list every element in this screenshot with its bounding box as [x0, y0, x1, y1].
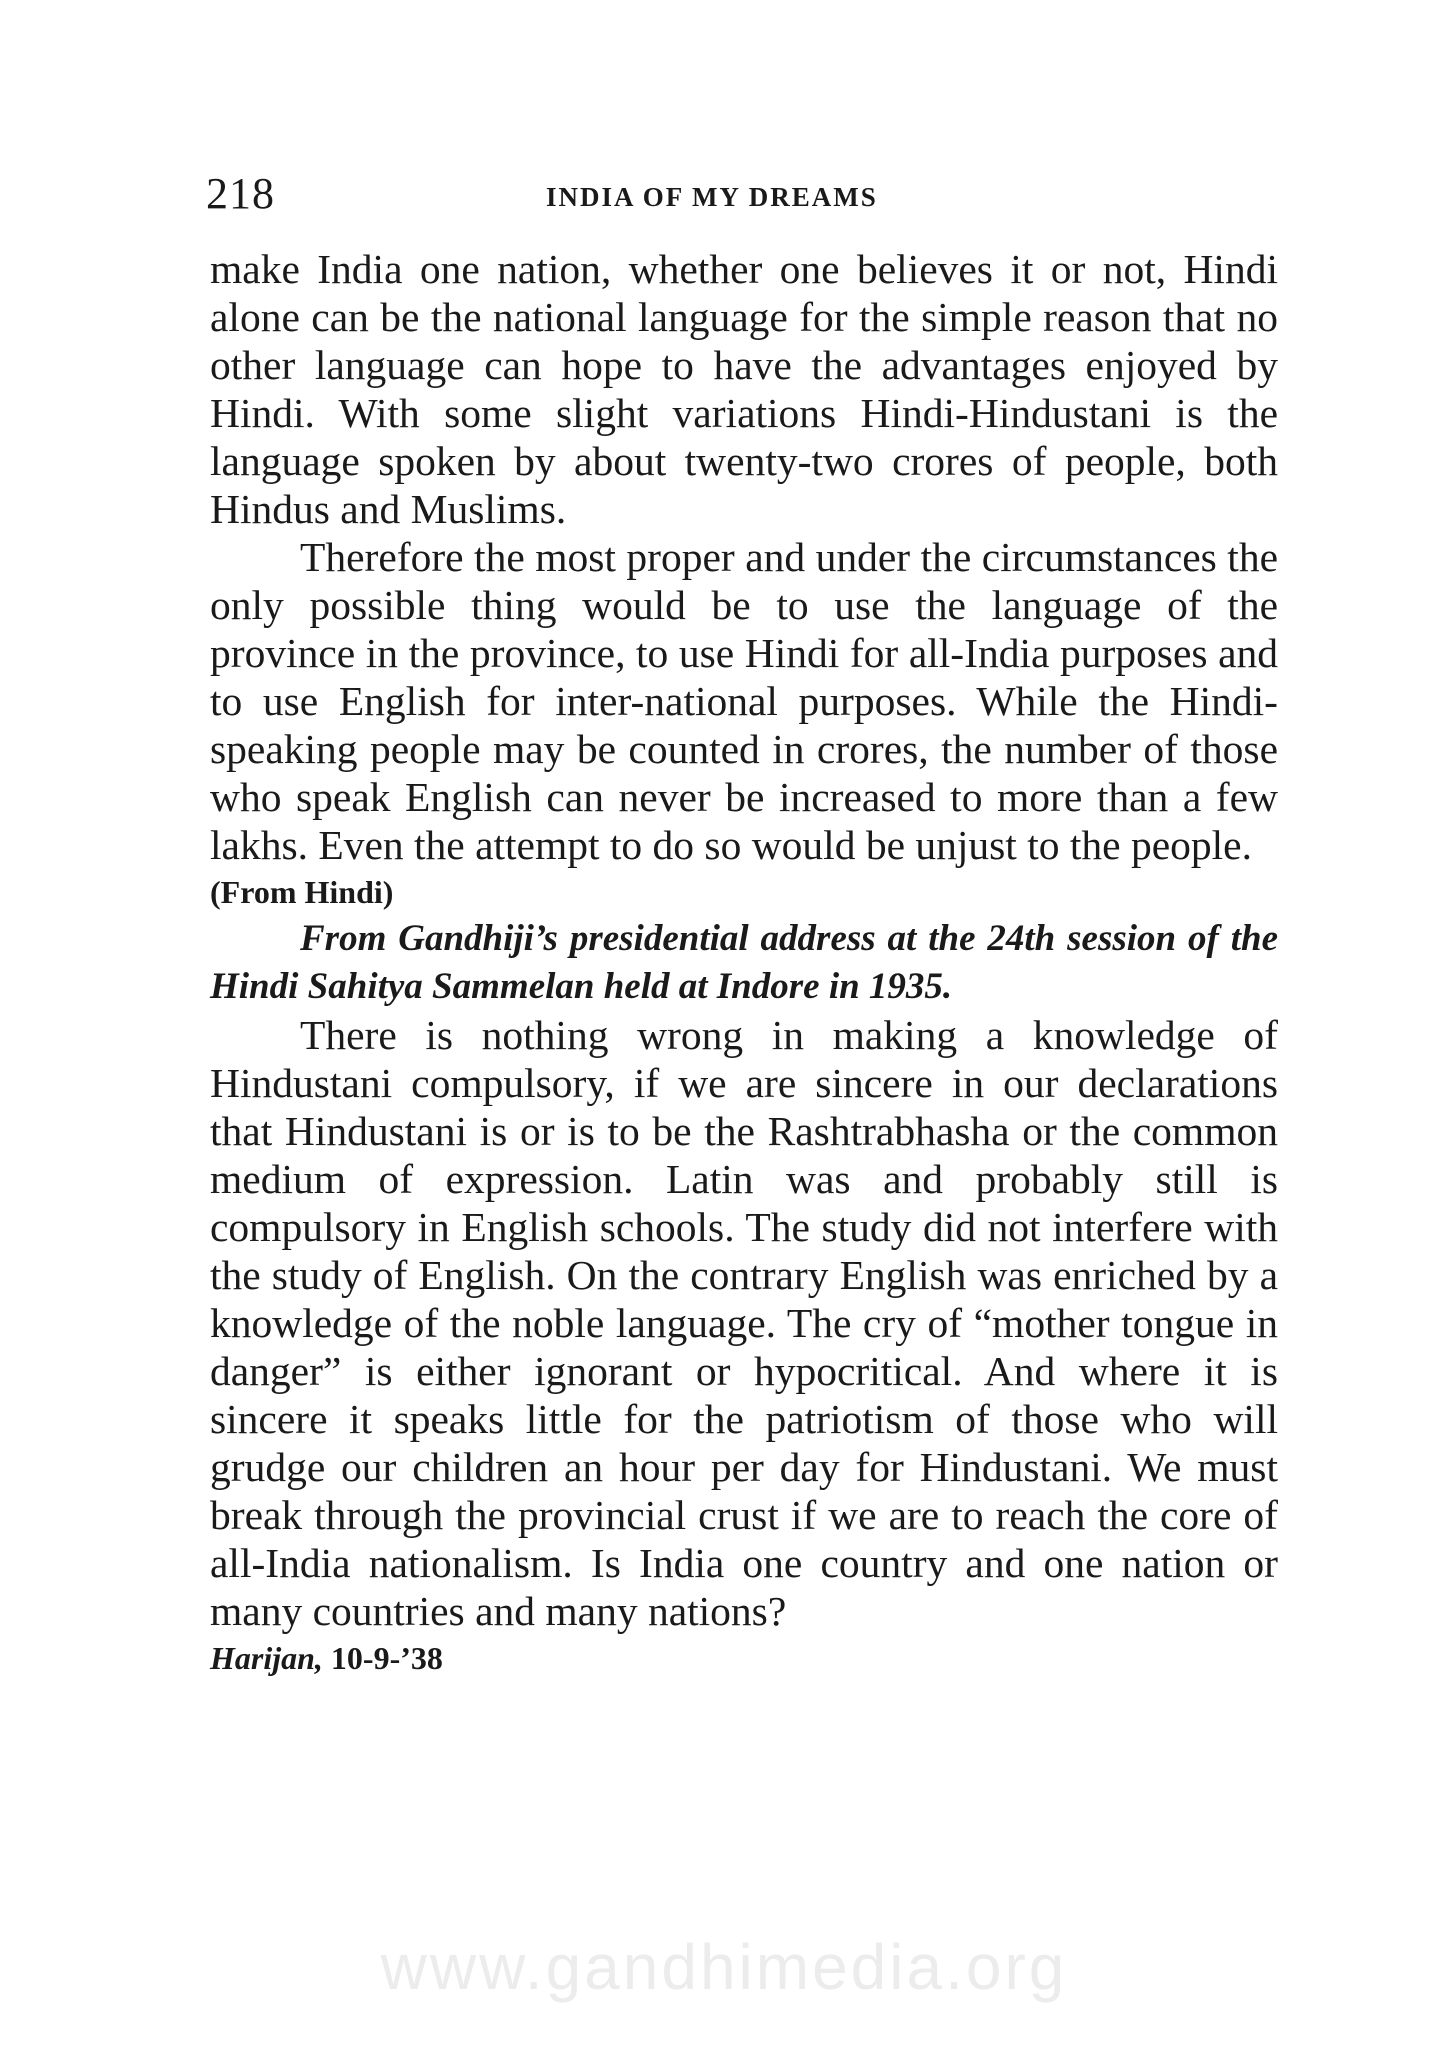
- paragraph-continued: make India one nation, whether one believes it or not, Hindi alone can be the national language for the simple reason that no other language can hope to have the advantages enjoyed by Hindi. With some slight variations Hindi-Hindustani is the language spoken by about twenty-two crores of people, both Hindus and Muslims.: [210, 246, 1278, 532]
- attribution-note: From Gandhiji’s presidential address at the 24th session of the Hindi Sahitya Sammelan held at Indore in 1935.: [210, 918, 1278, 1007]
- body-text: [210, 245, 1278, 1681]
- watermark: www.gandhimedia.org: [380, 1931, 1068, 2003]
- paragraph: There is nothing wrong in making a knowledge of Hindustani compulsory, if we are sincere in our declarations that Hindustani is or is to be the Rashtrabhasha or the common medium of expression. Latin was and probably still is compulsory in English schools. The study did not interfere with the study of English. On the contrary English was enriched by a knowledge of the noble language. The cry of “mother tongue in danger” is either ignorant or hypocritical. And where it is sincere it speaks little for the patriotism of those who will grudge our children an hour per day for Hindustani. We must break through the provincial crust if we are to reach the core of all-India nationalism. Is India one country and one nation or many countries and many nations?: [210, 1012, 1278, 1634]
- paragraph: Therefore the most proper and under the circumstances the only possible thing would be to use the language of the province in the province, to use Hindi for all-India purposes and to use English for inter-national purposes. While the Hindi-speaking people may be counted in crores, the number of those who speak English can never be increased to more than a few lakhs. Even the attempt to do so would be unjust to the people.: [210, 534, 1278, 868]
- page-number: 218: [206, 169, 275, 218]
- page-header: [206, 168, 1286, 228]
- running-title: INDIA OF MY DREAMS: [546, 182, 878, 212]
- source-note: (From Hindi): [210, 874, 394, 910]
- citation: [210, 1635, 1278, 1681]
- citation-source: Harijan,: [210, 1640, 323, 1676]
- citation-date: 10-9-’38: [330, 1640, 443, 1676]
